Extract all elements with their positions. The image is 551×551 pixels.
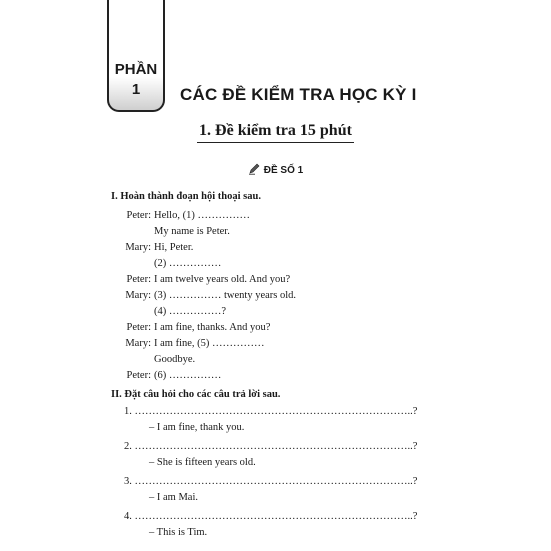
pencil-icon <box>248 163 260 175</box>
part-badge <box>107 0 165 112</box>
dialogue-text: My name is Peter. <box>154 226 230 237</box>
dialogue-text: Hello, (1) …………… <box>154 210 250 221</box>
dialogue-text: (3) …………… twenty years old. <box>154 290 297 301</box>
dialogue-text: I am twelve years old. And you? <box>154 274 291 285</box>
dialogue-speaker: Peter: <box>126 370 151 381</box>
dialogue-speaker: Mary: <box>125 242 151 253</box>
question-prompt: 3. ……………………………………………………………………..? <box>124 476 418 487</box>
part-number: 1 <box>131 81 141 98</box>
dialogue-line <box>117 226 230 238</box>
part-word: PHẦN <box>114 61 158 78</box>
dialogue-line <box>117 242 193 254</box>
dialogue-text: (4) ……………? <box>154 306 227 317</box>
dialogue-text: I am fine, (5) …………… <box>154 338 265 349</box>
dialogue-text: (6) …………… <box>154 370 222 381</box>
section-title <box>0 122 551 143</box>
part-title: CÁC ĐỀ KIỂM TRA HỌC KỲ I <box>180 85 417 104</box>
dialogue-text: I am fine, thanks. And you? <box>154 322 271 333</box>
question-answer: – She is fifteen years old. <box>149 457 256 468</box>
dialogue-line <box>117 274 290 286</box>
dialogue-text: Goodbye. <box>154 354 196 365</box>
exercise2-heading: II. Đặt câu hỏi cho các câu trả lời sau. <box>111 389 281 400</box>
question-prompt: 1. ……………………………………………………………………..? <box>124 406 418 417</box>
question-answer: – I am fine, thank you. <box>149 422 245 433</box>
dialogue-line <box>117 290 296 302</box>
exercise1-heading: I. Hoàn thành đoạn hội thoại sau. <box>111 191 261 202</box>
dialogue-line <box>117 338 265 350</box>
dialogue-speaker: Peter: <box>126 274 151 285</box>
dialogue-speaker: Peter: <box>126 210 151 221</box>
dialogue-line <box>117 322 270 334</box>
question-prompt: 4. ……………………………………………………………………..? <box>124 511 418 522</box>
dialogue-text: (2) …………… <box>154 258 222 269</box>
dialogue-line <box>117 354 195 366</box>
question-prompt: 2. ……………………………………………………………………..? <box>124 441 418 452</box>
dialogue-line <box>117 258 221 270</box>
question-answer: – I am Mai. <box>149 492 198 503</box>
dialogue-speaker: Peter: <box>126 322 151 333</box>
dialogue-text: Hi, Peter. <box>154 242 194 253</box>
exam-title <box>0 163 551 176</box>
dialogue-line <box>117 370 221 382</box>
question-answer: – This is Tim. <box>149 527 208 538</box>
exam-title-text: ĐỀ SỐ 1 <box>263 165 304 176</box>
dialogue-speaker: Mary: <box>125 290 151 301</box>
dialogue-speaker: Mary: <box>125 338 151 349</box>
dialogue-line <box>117 210 250 222</box>
section-title-text: 1. Đề kiểm tra 15 phút <box>197 122 354 143</box>
dialogue-line <box>117 306 226 318</box>
